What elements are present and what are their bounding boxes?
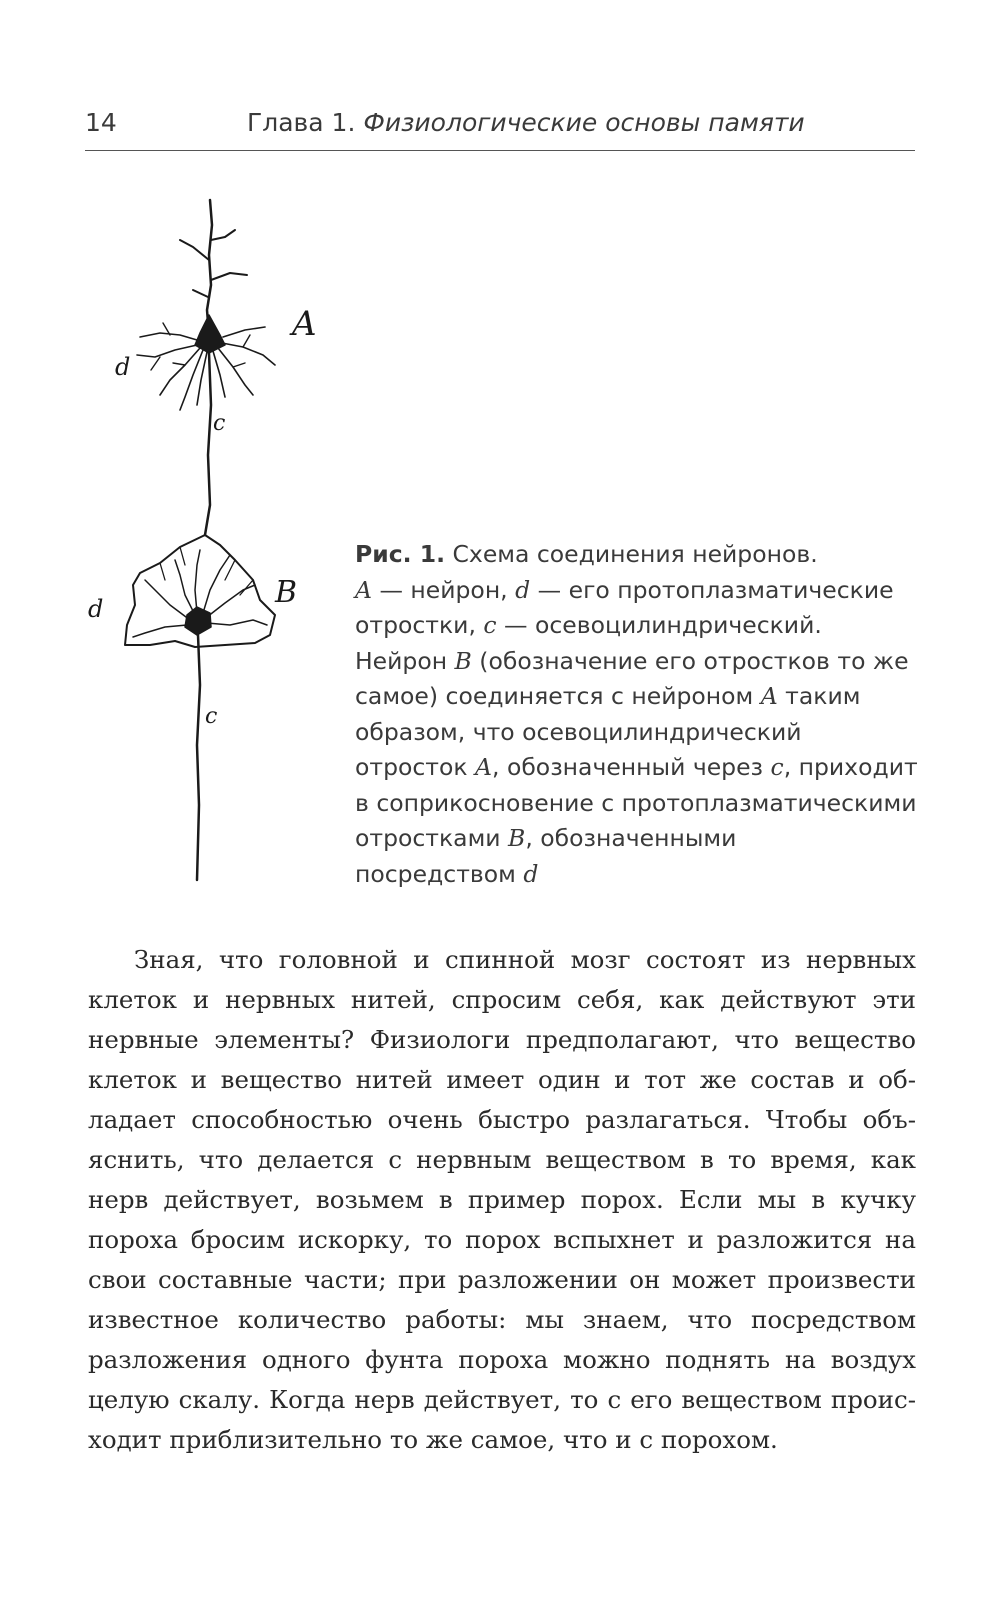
label-neuron-b: B	[275, 575, 298, 610]
body-line: Зная, что головной и спинной мозг состоят из нервных	[134, 945, 916, 974]
caption-line: посредством d	[355, 859, 539, 888]
caption-line: отросток A, обозначенный через c, приходит	[355, 753, 918, 781]
body-line: ладает способностью очень быстро разлагаться. Чтобы объ-	[88, 1105, 916, 1134]
body-line: нерв действует, возьмем в пример порох. Если мы в кучку	[88, 1185, 916, 1214]
body-line: нервные элементы? Физиологи предполагают, что вещество	[88, 1025, 916, 1054]
body-paragraph	[88, 940, 916, 1460]
page-header	[85, 108, 915, 148]
neuron-a-dendrite	[213, 351, 225, 397]
neuron-figure	[85, 185, 355, 895]
neuron-a-dendrite	[222, 343, 275, 365]
body-line: клеток и вещество нитей имеет один и тот же состав и об-	[88, 1065, 916, 1094]
body-line: известное количество работы: мы знаем, что посредством	[88, 1305, 916, 1334]
neuron-a-dendrite	[140, 333, 197, 340]
caption-line: отростками B, обозначенными	[355, 824, 737, 852]
neuron-a-axon	[205, 353, 211, 535]
chapter-number: Глава 1.	[247, 108, 356, 137]
neuron-a-body	[195, 315, 225, 353]
neuron-a-apical-branch	[211, 273, 247, 280]
neuron-a-apical-branch	[211, 230, 235, 240]
body-line: свои составные части; при разложении он может произвести	[88, 1265, 916, 1294]
body-line: клеток и нервных нитей, спросим себя, как действуют эти	[88, 985, 916, 1014]
neuron-b-axon	[197, 635, 200, 880]
body-line: ходит приблизительно то же самое, что и с порохом.	[88, 1425, 778, 1454]
neuron-b-body	[185, 607, 211, 635]
caption-line: A — нейрон, d — его протоплазматические	[355, 575, 894, 604]
caption-line: отростки, c — осевоцилиндрический.	[355, 611, 822, 639]
neuron-a-dendrite	[137, 345, 197, 357]
neuron-a-apical-branch	[180, 240, 209, 260]
neuron-drawing	[85, 185, 355, 895]
body-line: целую скалу. Когда нерв действует, то с его веществом проис-	[88, 1385, 916, 1414]
label-neuron-a: A	[292, 304, 317, 344]
running-head	[247, 108, 805, 137]
body-line: пороха бросим искорку, то порох вспыхнет и разложится на	[88, 1225, 916, 1254]
label-axon-b: c	[205, 704, 218, 729]
header-rule	[85, 150, 915, 151]
label-dendrites-a: d	[115, 353, 131, 381]
body-line: яснить, что делается с нервным веществом в то время, как	[88, 1145, 916, 1174]
caption-line: в соприкосновение с протоплазматическими	[355, 788, 917, 817]
neuron-b-dendrite	[207, 620, 267, 625]
chapter-title: Физиологические основы памяти	[363, 108, 805, 137]
neuron-a-apical-branch	[193, 290, 208, 297]
caption-line: Рис. 1. Схема соединения нейронов.	[355, 540, 818, 568]
caption-line: самое) соединяется с нейроном A таким	[355, 682, 861, 710]
caption-line: образом, что осевоцилиндрический	[355, 717, 802, 746]
body-line: разложения одного фунта пороха можно поднять на воздух	[88, 1345, 916, 1374]
page-number: 14	[85, 108, 117, 137]
neuron-b-dendrite	[133, 625, 187, 637]
label-axon-a: c	[213, 411, 226, 436]
neuron-b-dendrite	[203, 555, 230, 613]
figure-caption	[355, 537, 925, 892]
label-dendrites-b: d	[88, 595, 104, 623]
neuron-b-dendrite	[160, 547, 253, 595]
neuron-b-dendrite	[175, 560, 195, 615]
neuron-b-dendrite	[195, 550, 200, 613]
neuron-a-dendrite	[180, 350, 203, 410]
neuron-b-dendrite	[207, 585, 255, 617]
caption-line: Нейрон B (обозначение его отростков то же	[355, 646, 909, 675]
neuron-a-dendrite	[223, 327, 265, 337]
caption-figure-label: Рис. 1.	[355, 540, 446, 568]
